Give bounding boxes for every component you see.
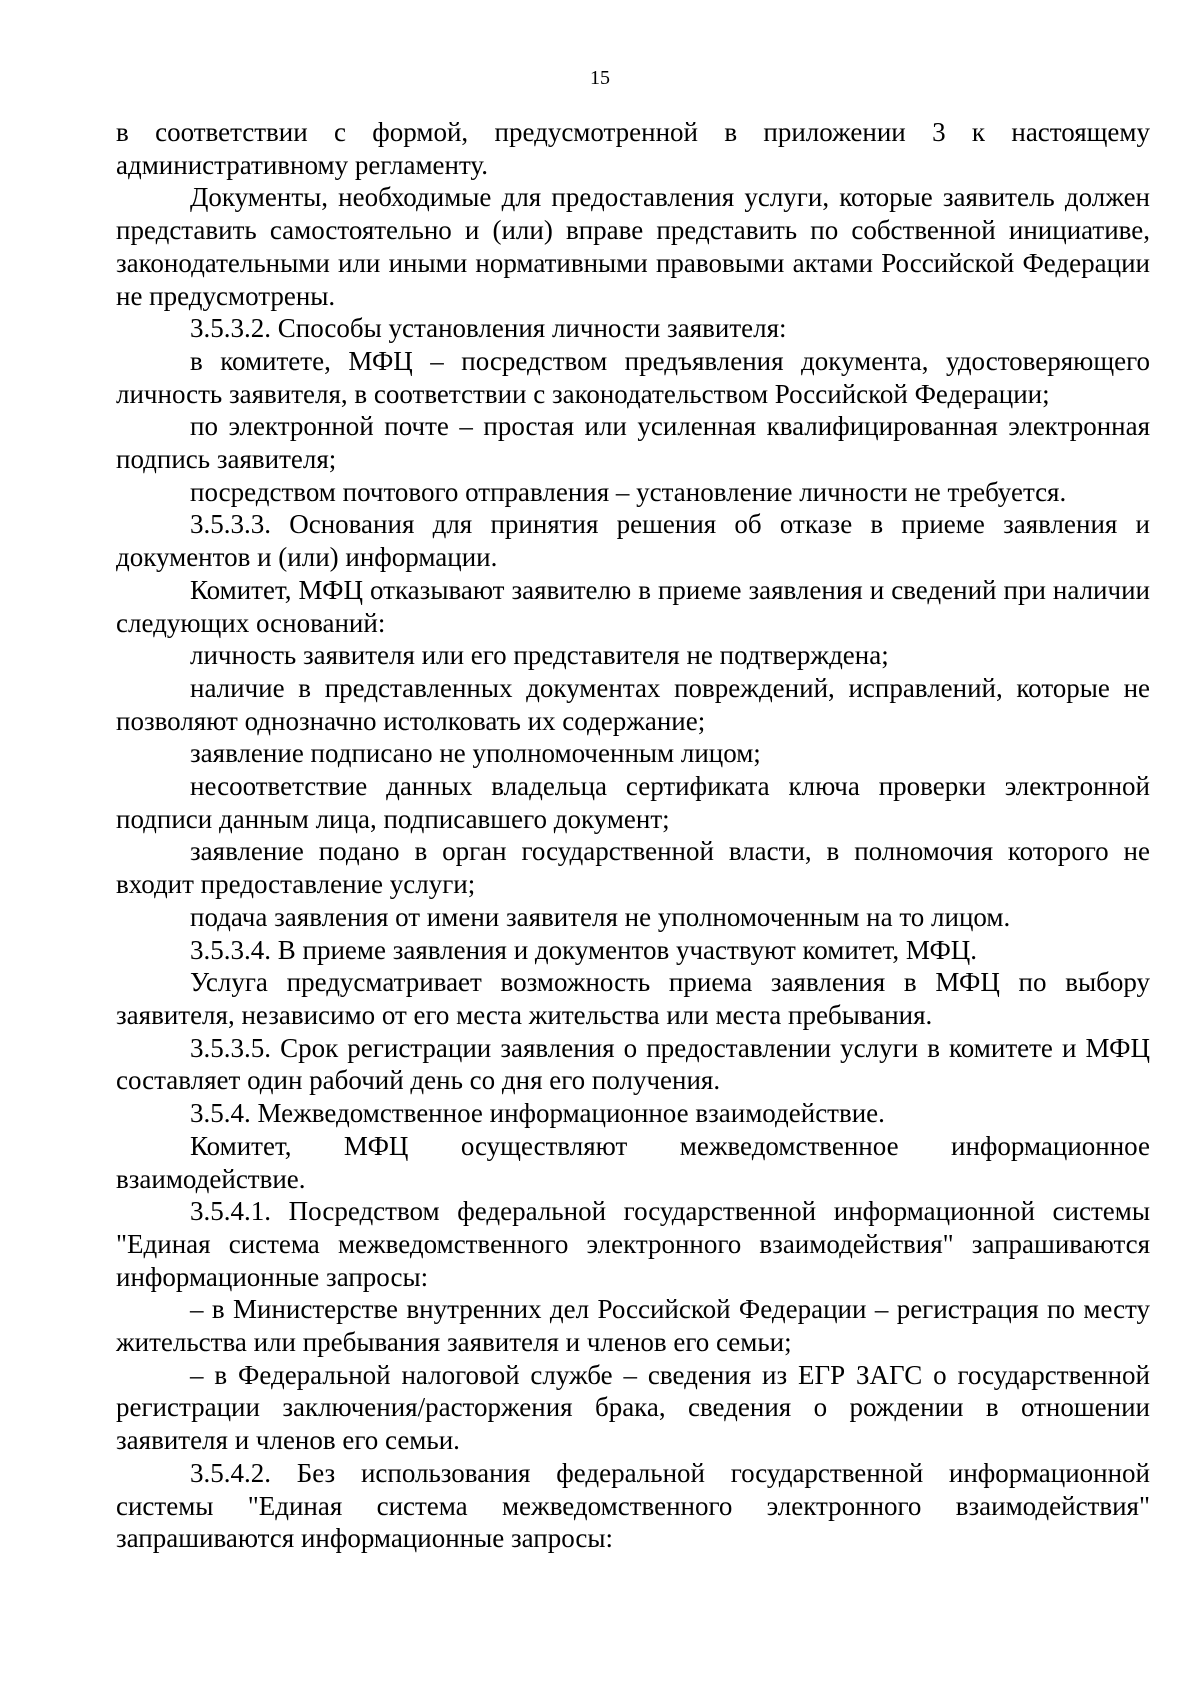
list-item: – в Федеральной налоговой службе – сведения из ЕГР ЗАГС о государственной регистрации заключения/расторжения брака, сведения о рождении в отношении заявителя и членов его семьи.	[116, 1359, 1150, 1456]
section-heading: 3.5.3.5. Срок регистрации заявления о предоставлении услуги в комитете и МФЦ составляет один рабочий день со дня его получения.	[116, 1032, 1150, 1096]
list-item: несоответствие данных владельца сертификата ключа проверки электронной подписи данным лица, подписавшего документ;	[116, 771, 1150, 834]
paragraph: в комитете, МФЦ – посредством предъявления документа, удостоверяющего личность заявителя, в соответствии с законодательством Российской Федерации;	[116, 345, 1150, 409]
list-item: заявление подписано не уполномоченным лицом;	[190, 738, 761, 769]
page-number: 15	[590, 67, 610, 89]
section-heading: 3.5.4.1. Посредством федеральной государственной информационной системы "Единая система межведомственного электронного взаимодействия" запрашиваются информационные запросы:	[116, 1196, 1150, 1292]
paragraph: Услуга предусматривает возможность приема заявления в МФЦ по выбору заявителя, независимо от его места жительства или места пребывания.	[116, 967, 1150, 1030]
paragraph: по электронной почте – простая или усиленная квалифицированная электронная подпись заявителя;	[116, 411, 1150, 475]
section-heading: 3.5.3.4. В приеме заявления и документов участвуют комитет, МФЦ.	[190, 934, 978, 965]
list-item: подача заявления от имени заявителя не уполномоченным на то лицом.	[190, 901, 1011, 932]
paragraph: Документы, необходимые для предоставления услуги, которые заявитель должен представить самостоятельно и (или) вправе представить по собственной инициативе, законодательными или иными нормативными правовыми актами Российской Федерации не предусмотрены.	[116, 182, 1150, 311]
document-body	[116, 116, 1150, 1555]
paragraph: Комитет, МФЦ осуществляют межведомственное информационное взаимодействие.	[116, 1130, 1150, 1194]
paragraph: Комитет, МФЦ отказывают заявителю в приеме заявления и сведений при наличии следующих оснований:	[116, 574, 1150, 638]
paragraph: в соответствии с формой, предусмотренной в приложении 3 к настоящему административному регламенту.	[116, 117, 1150, 180]
section-heading: 3.5.4. Межведомственное информационное взаимодействие.	[190, 1098, 885, 1129]
list-item: заявление подано в орган государственной власти, в полномочия которого не входит предоставление услуги;	[116, 836, 1150, 900]
list-item: – в Министерстве внутренних дел Российской Федерации – регистрация по месту жительства или пребывания заявителя и членов его семьи;	[116, 1294, 1150, 1358]
section-heading: 3.5.3.3. Основания для принятия решения об отказе в приеме заявления и документов и (или) информации.	[116, 509, 1150, 573]
list-item: наличие в представленных документах повреждений, исправлений, которые не позволяют однозначно истолковать их содержание;	[116, 672, 1150, 736]
section-heading: 3.5.3.2. Способы установления личности заявителя:	[190, 313, 787, 344]
paragraph: посредством почтового отправления – установление личности не требуется.	[190, 476, 1067, 507]
section-heading: 3.5.4.2. Без использования федеральной государственной информационной системы "Единая система межведомственного электронного взаимодействия" запрашиваются информационные запросы:	[116, 1457, 1150, 1554]
list-item: личность заявителя или его представителя не подтверждена;	[190, 640, 889, 671]
